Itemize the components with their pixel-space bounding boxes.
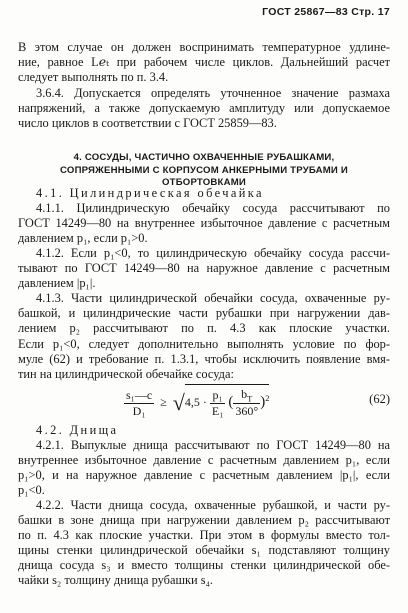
text-line: давлением |p₁|.: [18, 276, 96, 290]
text-line: 4.2.1. Выпуклые днища рассчитывают по ГОСТ 14249—80 на: [36, 438, 390, 452]
text-line: башкой, и цилиндрические части рубашки при нагружении дав-: [18, 306, 390, 320]
text-line: Если p₁<0, следует дополнительно выполнять условие по фор-: [18, 337, 390, 351]
text-line: внутреннее избыточное давление с расчетным давлением p₁, если: [18, 453, 390, 467]
text-line: ние, равное L𝑒ₜ при рабочем числе циклов. Дальнейший расчет: [18, 55, 390, 69]
text-line: напряжений, а также допускаемую амплитуду или допускаемое: [18, 101, 390, 115]
text-line: давлением p₁, если p₁>0.: [18, 231, 148, 245]
text-line: башки в зоне днища при нагружении давлением p₂ рассчитывают: [18, 513, 390, 527]
text-line: 4.2.2. Части днища сосуда, охваченные рубашкой, и части ру-: [36, 498, 390, 512]
text-line: днища сосуда s₃ и вместо толщины стенки цилиндрической обе-: [18, 558, 390, 572]
text-line: p₁>0, и на наружное давление с расчетным давлением |p₁|, если: [18, 468, 390, 482]
section-heading-line1: 4. СОСУДЫ, ЧАСТИЧНО ОХВАЧЕННЫЕ РУБАШКАМИ,: [73, 152, 335, 163]
equation-number: (62): [369, 392, 390, 406]
subsection-title: 4.1. Цилиндрическая обечайка: [36, 186, 264, 200]
text-line: число циклов в соответствии с ГОСТ 25859—83.: [18, 116, 277, 130]
root-body: 4,5 · $\frac{\text{p₁}}{\text{E₁}}$ ( $\frac{b_T}{360^\circ}$ )$^2$: [185, 384, 270, 419]
text-line: В этом случае он должен воспринимать температурное удлине-: [18, 40, 390, 54]
formula-fraction: $\frac{\text{s₁—c}}{\text{D₁}}$: [126, 387, 153, 418]
text-line: муле (62) и требование п. 1.3.1, чтобы исключить появление вмя-: [18, 352, 390, 366]
text-line: тин на цилиндрической обечайке сосуда:: [18, 367, 234, 381]
subsection-title: 4.2. Днища: [36, 423, 119, 437]
text-line: 3.6.4. Допускается определять уточненное значение размаха: [36, 86, 390, 100]
text-line: 4.1.2. Если p₁<0, то цилиндрическую обечайку сосуда рассчи-: [36, 246, 390, 260]
section-heading-line2: СОПРЯЖЕННЫМИ С КОРПУСОМ АНКЕРНЫМИ ТРУБАМИ И ОТБОРТОВКАМИ: [60, 165, 348, 188]
text-line: ГОСТ 14249—80 на внутреннее избыточное давление с расчетным: [18, 216, 390, 230]
root-sign: √: [172, 390, 185, 416]
text-line: по п. 4.3 как плоские участки. При этом в формулы вместо тол-: [18, 528, 390, 542]
text-line: чайки s₂ толщину днища рубашки s₄.: [18, 573, 214, 587]
text-line: 4.1.1. Цилиндрическую обечайку сосуда рассчитывают по: [36, 201, 390, 215]
text-line: p₁<0.: [18, 483, 45, 497]
text-line: 4.1.3. Части цилиндрической обечайки сосуда, охваченные ру-: [36, 291, 390, 305]
text-line: щины стенки цилиндрической обечайки s₁ подставляют толщину: [18, 543, 390, 557]
page-header: ГОСТ 25867—83 Стр. 17: [262, 6, 390, 18]
text-line: следует выполнять по п. 3.4.: [18, 70, 169, 84]
text-line: лением p₂ рассчитывают по п. 4.3 как плоские участки.: [18, 321, 390, 335]
text-line: тывают по ГОСТ 14249—80 на наружное давление с расчетным: [18, 261, 390, 275]
formula-62: $\frac{\text{s₁—c}}{\text{D₁}}$ ≥ √4,5 · $\frac{\text{p₁}}{\text{E₁}}$ ( $\frac{b_T}{360^\circ}$ )$^2$: [124, 384, 408, 414]
